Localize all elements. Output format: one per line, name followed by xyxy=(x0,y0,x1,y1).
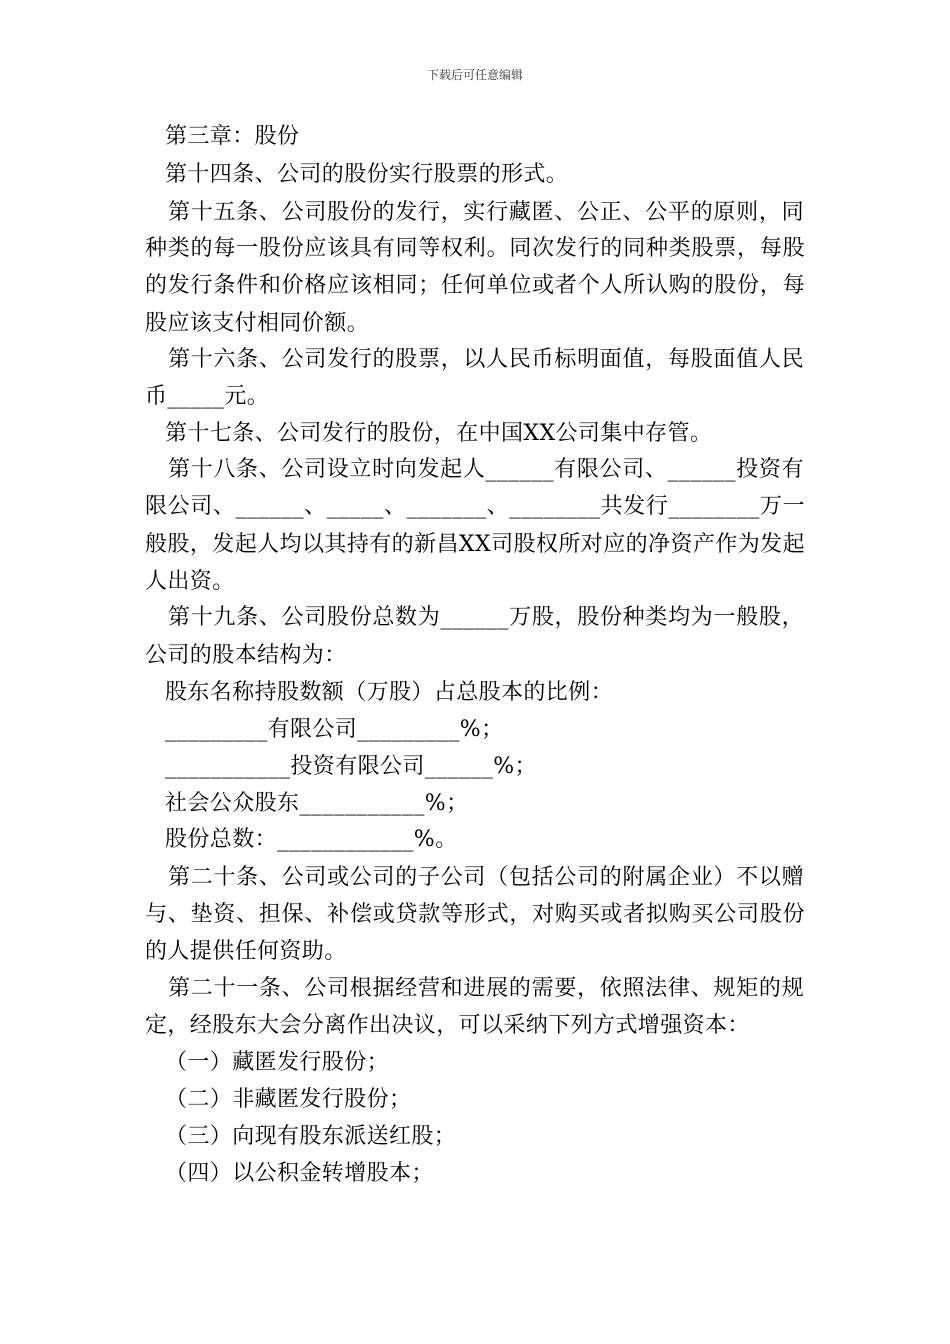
shareholder-row-total: 股份总数：____________%。 xyxy=(165,827,458,852)
article-18-line-4: 人出资。 xyxy=(145,569,235,594)
chapter-heading: 第三章：股份 xyxy=(165,124,300,149)
article-18-line-3: 般股，发起人均以其持有的新昌XX司股权所对应的净资产作为发起 xyxy=(145,532,805,557)
article-16-line-2: 币_____元。 xyxy=(145,384,270,409)
article-19-line-2: 公司的股本结构为： xyxy=(145,643,347,668)
article-16-line-1: 第十六条、公司发行的股票，以人民币标明面值，每股面值人民 xyxy=(168,347,804,372)
shareholder-row-2: ___________投资有限公司______%； xyxy=(165,754,537,779)
article-15-line-1: 第十五条、公司股份的发行，实行藏匿、公正、公平的原则，同 xyxy=(168,200,804,225)
article-15-line-3: 的发行条件和价格应该相同；任何单位或者个人所认购的股份，每 xyxy=(145,273,805,298)
article-17: 第十七条、公司发行的股份，在中国XX公司集中存管。 xyxy=(165,421,713,446)
article-19-line-1: 第十九条、公司股份总数为______万股，股份种类均为一般股， xyxy=(168,605,804,630)
shareholder-row-public: 社会公众股东___________%； xyxy=(165,791,469,816)
shareholder-row-1: _________有限公司_________%； xyxy=(165,717,504,742)
article-18-line-2: 限公司、______、_____、_______、________共发行________万一 xyxy=(145,494,805,519)
page-header: 下载后可任意编辑 xyxy=(426,68,523,82)
shareholder-table-heading: 股东名称持股数额（万股）占总股本的比例： xyxy=(165,680,614,705)
capital-method-4: （四）以公积金转增股本； xyxy=(165,1161,434,1186)
article-21-line-2: 定，经股东大会分离作出决议，可以采纳下列方式增强资本： xyxy=(145,1013,750,1038)
capital-method-3: （三）向现有股东派送红股； xyxy=(165,1124,457,1149)
article-18-line-1: 第十八条、公司设立时向发起人______有限公司、______投资有 xyxy=(168,457,804,482)
article-21-line-1: 第二十一条、公司根据经营和进展的需要，依照法律、规矩的规 xyxy=(168,976,804,1001)
article-20-line-1: 第二十条、公司或公司的子公司（包括公司的附属企业）不以赠 xyxy=(168,865,804,890)
capital-method-2: （二）非藏匿发行股份； xyxy=(165,1087,412,1112)
article-15-line-2: 种类的每一股份应该具有同等权利。同次发行的同种类股票，每股 xyxy=(145,236,805,261)
capital-method-1: （一）藏匿发行股份； xyxy=(165,1050,390,1075)
article-14: 第十四条、公司的股份实行股票的形式。 xyxy=(165,162,569,187)
article-20-line-3: 的人提供任何资助。 xyxy=(145,939,347,964)
article-15-line-4: 股应该支付相同价额。 xyxy=(145,311,370,336)
article-20-line-2: 与、垫资、担保、补偿或贷款等形式，对购买或者拟购买公司股份 xyxy=(145,902,805,927)
